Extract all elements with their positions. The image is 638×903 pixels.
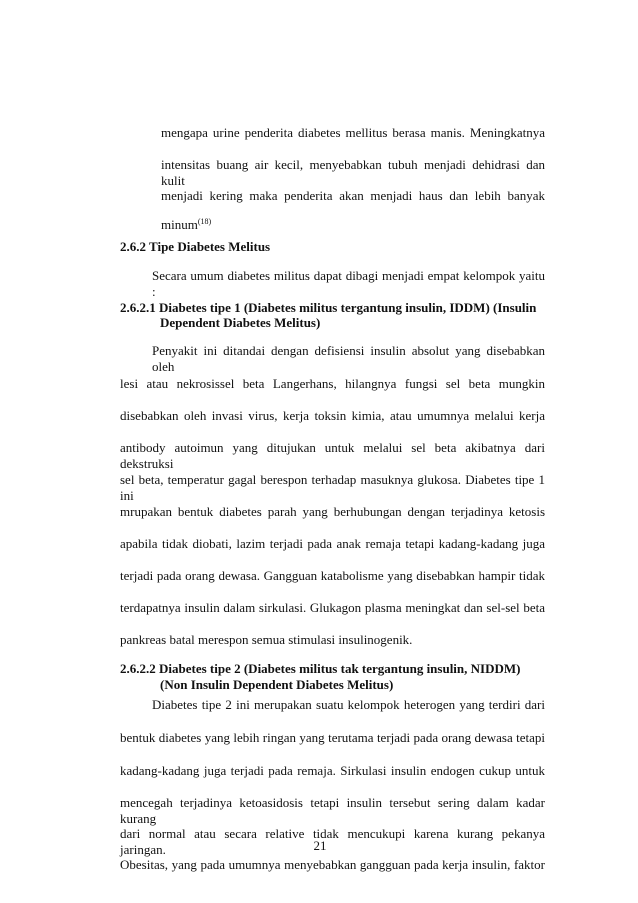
paragraph-line: kadang-kadang juga terjadi pada remaja. Sirkulasi insulin endogen cukup untuk [120, 763, 545, 778]
paragraph-line: mrupakan bentuk diabetes parah yang berhubungan dengan terjadinya ketosis [120, 504, 545, 519]
paragraph-line: sel beta, temperatur gagal berespon terhadap masuknya glukosa. Diabetes tipe 1 ini [120, 472, 545, 503]
paragraph-line: Secara umum diabetes militus dapat dibagi menjadi empat kelompok yaitu : [152, 268, 545, 299]
paragraph-line: intensitas buang air kecil, menyebabkan tubuh menjadi dehidrasi dan kulit [161, 157, 545, 188]
paragraph-line: Obesitas, yang pada umumnya menyebabkan gangguan pada kerja insulin, faktor [120, 857, 545, 872]
subsection-heading-continuation: Dependent Diabetes Melitus) [160, 315, 321, 330]
subsection-heading: 2.6.2.2 Diabetes tipe 2 (Diabetes militus tak tergantung insulin, NIDDM) [120, 661, 521, 676]
section-heading: 2.6.2 Tipe Diabetes Melitus [120, 239, 271, 254]
page-number: 21 [313, 838, 327, 853]
subsection-heading-continuation: (Non Insulin Dependent Diabetes Melitus) [160, 677, 394, 692]
subsection-heading: 2.6.2.1 Diabetes tipe 1 (Diabetes militus tergantung insulin, IDDM) (Insulin [120, 300, 537, 315]
paragraph-line: terjadi pada orang dewasa. Gangguan katabolisme yang disebabkan hampir tidak [120, 568, 545, 583]
paragraph-text: minum [161, 217, 198, 232]
paragraph-line: Penyakit ini ditandai dengan defisiensi insulin absolut yang disebabkan oleh [152, 343, 545, 374]
paragraph-line: disebabkan oleh invasi virus, kerja toksin kimia, atau umumnya melalui kerja [120, 408, 545, 423]
paragraph-line: menjadi kering maka penderita akan menjadi haus dan lebih banyak [161, 188, 545, 203]
paragraph-line: terdapatnya insulin dalam sirkulasi. Glukagon plasma meningkat dan sel-sel beta [120, 600, 545, 615]
citation-superscript: (18) [197, 217, 212, 226]
paragraph-line: bentuk diabetes yang lebih ringan yang terutama terjadi pada orang dewasa tetapi [120, 730, 545, 745]
paragraph-line: pankreas batal merespon semua stimulasi insulinogenik. [120, 632, 413, 647]
paragraph-line [161, 214, 545, 233]
paragraph-line: apabila tidak diobati, lazim terjadi pada anak remaja tetapi kadang-kadang juga [120, 536, 545, 551]
paragraph-line: Diabetes tipe 2 ini merupakan suatu kelompok heterogen yang terdiri dari [152, 697, 545, 712]
paragraph-line: lesi atau nekrosissel beta Langerhans, hilangnya fungsi sel beta mungkin [120, 376, 545, 391]
paragraph-line: mengapa urine penderita diabetes mellitus berasa manis. Meningkatnya [161, 125, 545, 140]
paragraph-line: antibody autoimun yang ditujukan untuk melalui sel beta akibatnya dari dekstruksi [120, 440, 545, 471]
paragraph-line: mencegah terjadinya ketoasidosis tetapi insulin tersebut sering dalam kadar kurang [120, 795, 545, 826]
paragraph-line: dari normal atau secara relative tidak mencukupi karena kurang pekanya jaringan. [120, 826, 545, 857]
